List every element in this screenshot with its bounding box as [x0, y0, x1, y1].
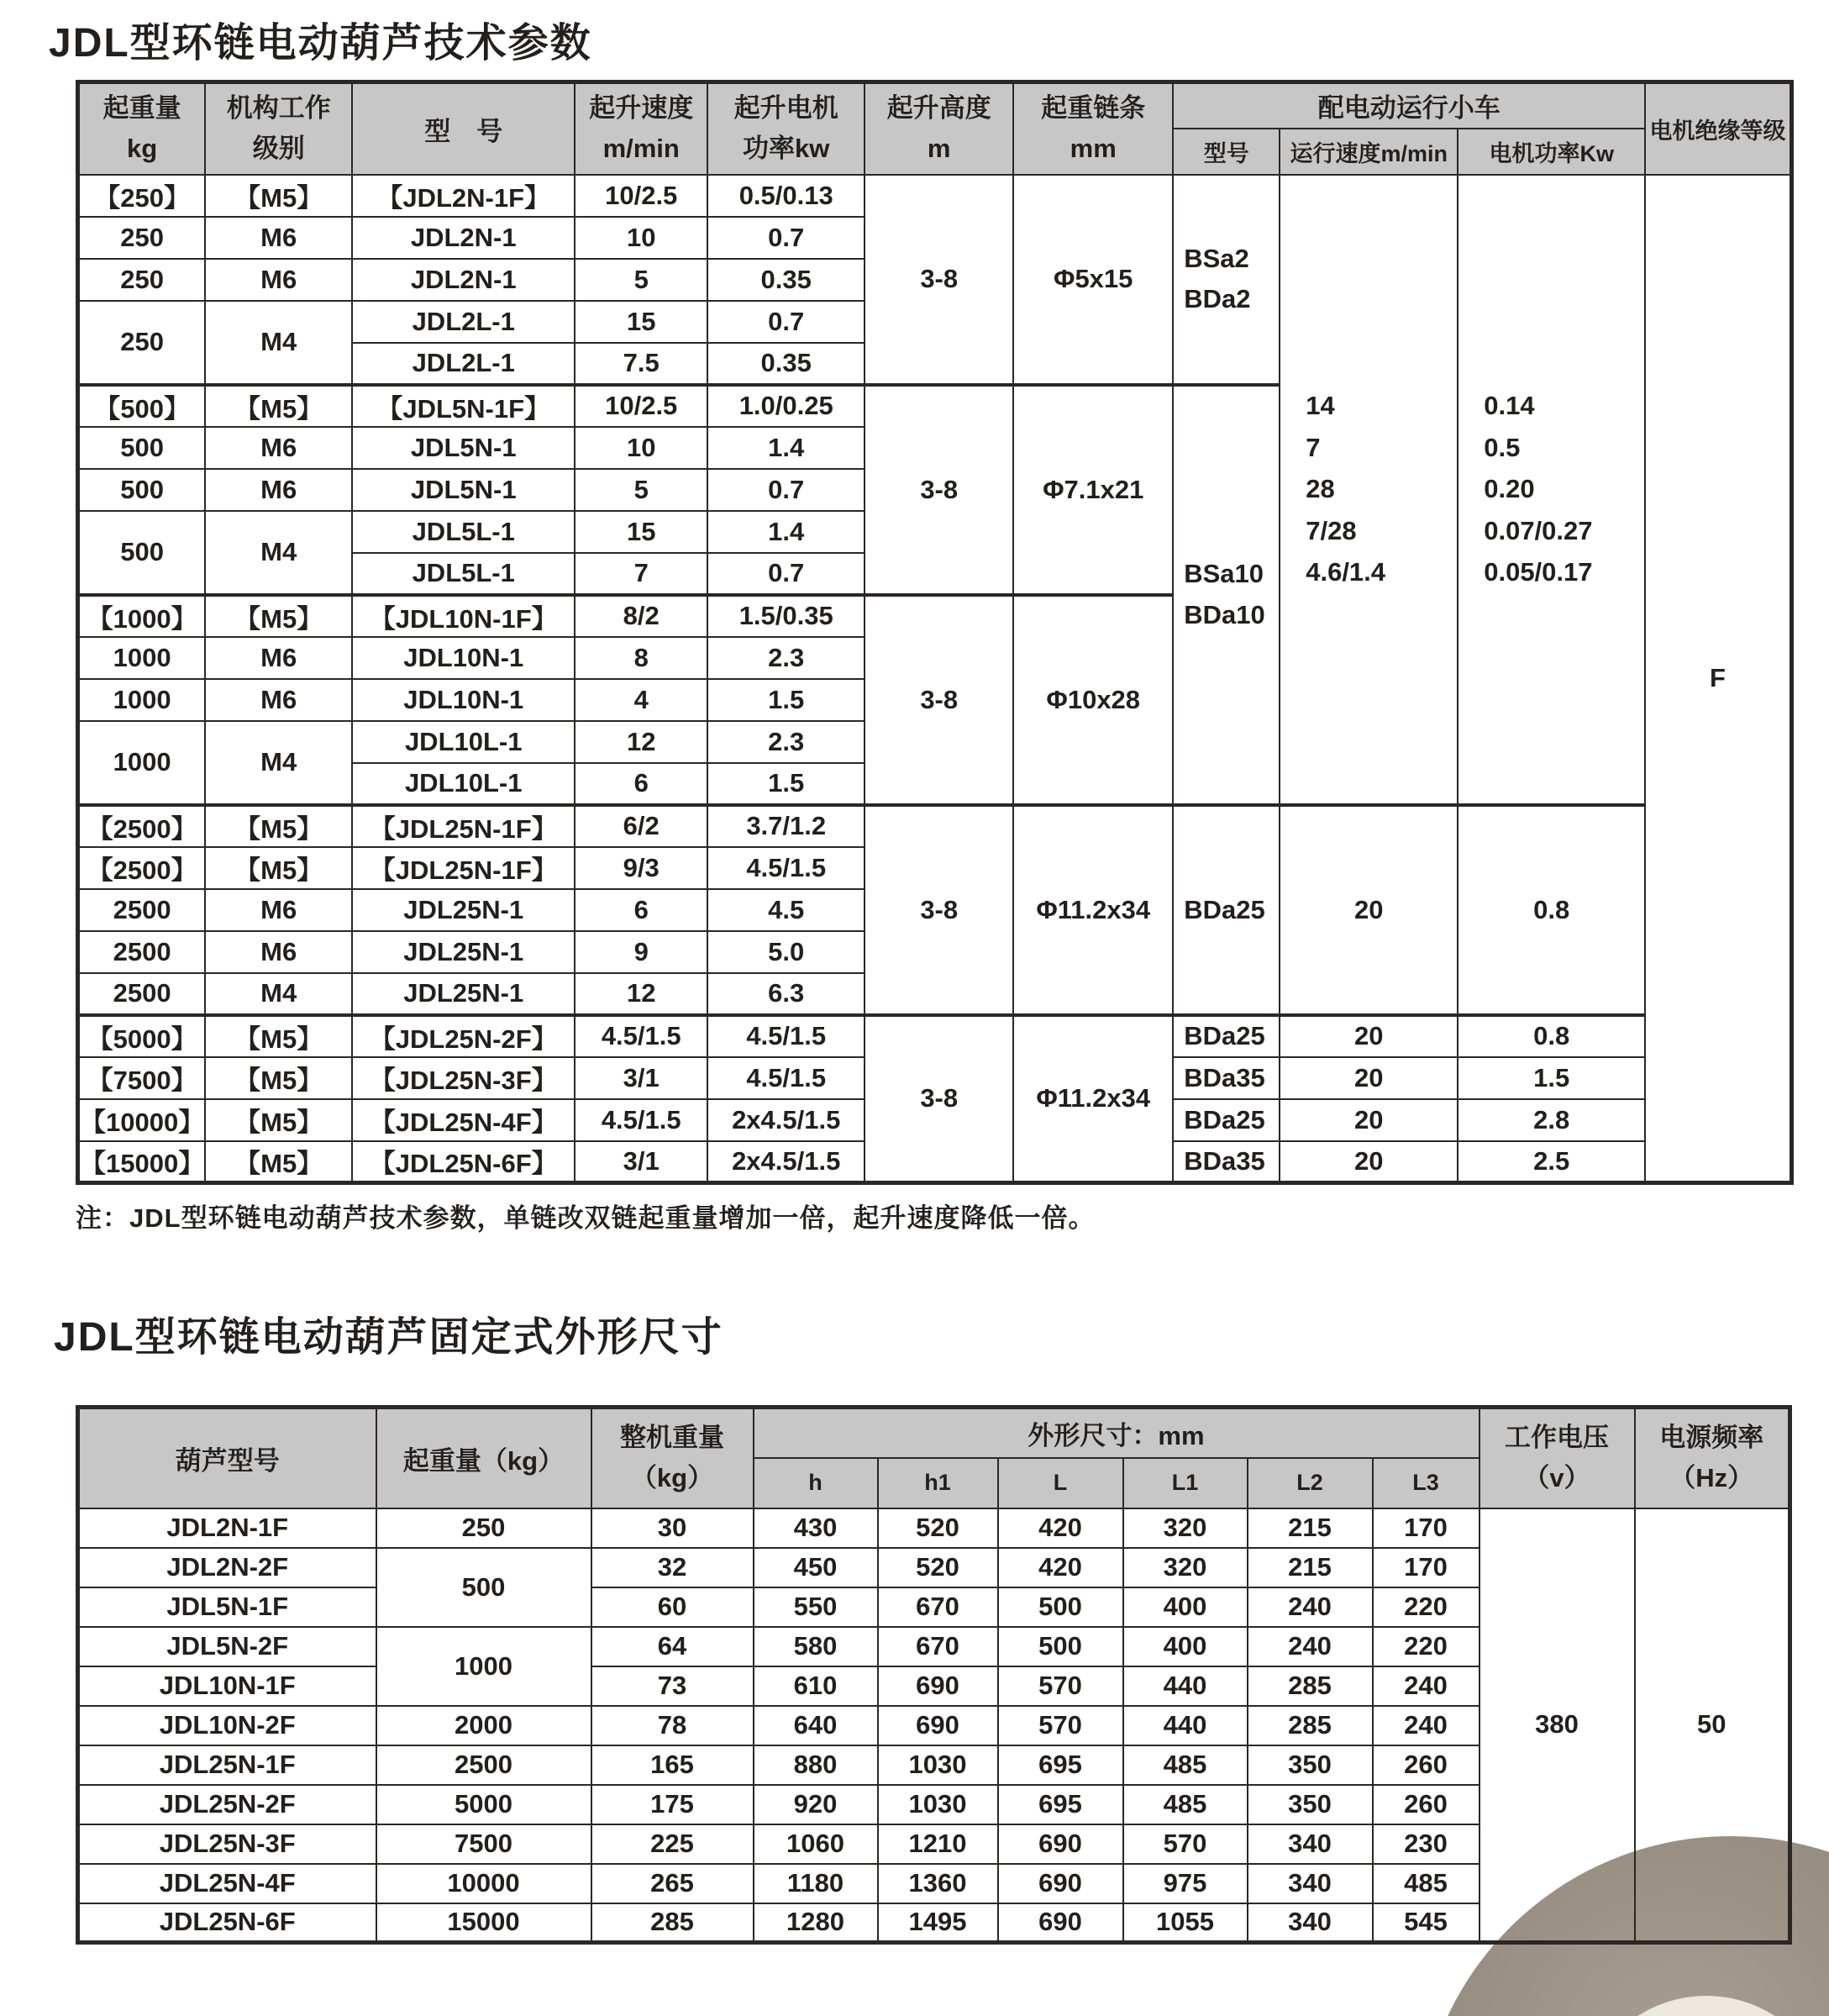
table2-cell: 2500	[376, 1745, 591, 1785]
table1-cell: 【JDL2N-1F】	[352, 175, 575, 217]
table1-cell: 500	[78, 511, 206, 595]
table2-cell: 975	[1123, 1864, 1248, 1903]
table1-cell: 3/1	[575, 1057, 707, 1099]
table1-cell: 0.7	[707, 553, 865, 595]
table2-cell: 60	[591, 1587, 754, 1627]
hoist-product-photo-hole	[1579, 1996, 1829, 2016]
table2-cell: 260	[1373, 1745, 1479, 1785]
table2-cell: 10000	[376, 1864, 591, 1903]
table1-cell: 4.5/1.5	[707, 1057, 865, 1099]
table2-cell: 570	[998, 1706, 1123, 1745]
table2-cell: JDL10N-2F	[78, 1706, 376, 1745]
table1-cell: JDL2N-1	[352, 217, 575, 259]
table1-cell: BDa35	[1173, 1057, 1280, 1099]
table2-cell: 1180	[754, 1864, 878, 1903]
table2-cell: JDL25N-1F	[78, 1745, 376, 1785]
table2-cell: 1030	[878, 1745, 998, 1785]
table1-cell: M4	[205, 301, 352, 385]
table1-cell: 0.35	[707, 343, 865, 385]
table1-cell: 4.5/1.5	[575, 1099, 707, 1141]
table2-cell: 350	[1248, 1785, 1373, 1824]
table2-cell: 170	[1373, 1508, 1479, 1548]
table1-cell: JDL25N-1	[352, 889, 575, 931]
table1-cell: 2.5	[1458, 1141, 1645, 1183]
table1-cell: 2x4.5/1.5	[707, 1141, 865, 1183]
table1-cell: 运行速度m/min	[1280, 129, 1458, 175]
table1-cell: 【JDL25N-3F】	[352, 1057, 575, 1099]
table1-cell: 10	[575, 217, 707, 259]
table1-cell: 2.3	[707, 721, 865, 763]
table1-cell: 【M5】	[205, 847, 352, 889]
table1-cell: 【250】	[78, 175, 206, 217]
table2-cell: 葫芦型号	[78, 1408, 376, 1508]
table1-cell: M6	[205, 679, 352, 721]
table2-cell: 整机重量 （kg）	[591, 1408, 754, 1508]
table2-cell: 610	[754, 1666, 878, 1706]
table2-cell: 1495	[878, 1903, 998, 1943]
table1-cell: 【2500】	[78, 805, 206, 847]
table2-cell: 880	[754, 1745, 878, 1785]
table1-cell: Φ10x28	[1013, 595, 1173, 805]
table1-cell: 10/2.5	[575, 385, 707, 427]
table1-cell: 【15000】	[78, 1141, 206, 1183]
table1-cell: 【M5】	[205, 385, 352, 427]
table1-cell: 9/3	[575, 847, 707, 889]
table2-cell: 520	[878, 1508, 998, 1548]
table2-cell: 500	[998, 1587, 1123, 1627]
table2-cell: 220	[1373, 1587, 1479, 1627]
table2-cell: 400	[1123, 1587, 1248, 1627]
table1-cell: 电机功率Kw	[1458, 129, 1645, 175]
table1-cell: 4.5/1.5	[575, 1015, 707, 1057]
table1-cell: Φ11.2x34	[1013, 805, 1173, 1015]
table2-cell: 400	[1123, 1627, 1248, 1666]
table2-cell: JDL25N-4F	[78, 1864, 376, 1903]
table2-header-row	[78, 1408, 1790, 1458]
table2-cell: 550	[754, 1587, 878, 1627]
table2-cell: 580	[754, 1627, 878, 1666]
table1-cell: 【M5】	[205, 595, 352, 637]
table2-cell: 380	[1479, 1508, 1635, 1943]
table2-cell: 73	[591, 1666, 754, 1706]
table1-cell: JDL2N-1	[352, 259, 575, 301]
table2-cell: 1055	[1123, 1903, 1248, 1943]
table2-cell: 440	[1123, 1666, 1248, 1706]
table1-cell: 20	[1280, 1099, 1458, 1141]
table1-cell: BSa2 BDa2	[1173, 175, 1280, 385]
table2-cell: 1030	[878, 1785, 998, 1824]
table2-cell: 640	[754, 1706, 878, 1745]
table1-cell: 4.5/1.5	[707, 847, 865, 889]
table1-cell: 10/2.5	[575, 175, 707, 217]
table2-cell: 165	[591, 1745, 754, 1785]
table1-cell: 3-8	[865, 805, 1013, 1015]
table2-cell: 240	[1248, 1587, 1373, 1627]
table1-cell: 【JDL25N-4F】	[352, 1099, 575, 1141]
table2-cell: 7500	[376, 1824, 591, 1864]
table2-cell: 2000	[376, 1706, 591, 1745]
table1-cell: 【10000】	[78, 1099, 206, 1141]
table1-cell: F	[1645, 175, 1791, 1183]
technical-parameters-table	[76, 80, 1794, 1185]
table2-cell: JDL25N-3F	[78, 1824, 376, 1864]
table2-title: JDL型环链电动葫芦固定式外形尺寸	[54, 1315, 723, 1360]
table2-cell: JDL25N-2F	[78, 1785, 376, 1824]
table1-cell: 1.5	[707, 679, 865, 721]
table2-cell: 电源频率 （Hz）	[1635, 1408, 1790, 1508]
table2-cell: 350	[1248, 1745, 1373, 1785]
table2-cell: 570	[998, 1666, 1123, 1706]
table2-cell: 78	[591, 1706, 754, 1745]
table2-cell: 570	[1123, 1824, 1248, 1864]
table1-cell: M4	[205, 721, 352, 805]
table1-row	[78, 805, 1792, 847]
table1-cell: BDa35	[1173, 1141, 1280, 1183]
table1-cell: 2500	[78, 889, 206, 931]
table2-cell: 285	[591, 1903, 754, 1943]
table1-cell: 1000	[78, 721, 206, 805]
table1-cell: Φ11.2x34	[1013, 1015, 1173, 1183]
table1-row	[78, 175, 1792, 217]
table2-cell: 215	[1248, 1548, 1373, 1587]
table2-cell: JDL10N-1F	[78, 1666, 376, 1706]
table2-cell: 5000	[376, 1785, 591, 1824]
table1-cell: Φ5x15	[1013, 175, 1173, 385]
table1-cell: JDL10L-1	[352, 763, 575, 805]
table2-cell: 430	[754, 1508, 878, 1548]
table2-cell: 285	[1248, 1706, 1373, 1745]
table1-cell: 250	[78, 217, 206, 259]
table1-cell: 14 7 28 7/28 4.6/1.4	[1280, 175, 1458, 805]
table2-cell: 15000	[376, 1903, 591, 1943]
table1-cell: 【JDL25N-6F】	[352, 1141, 575, 1183]
table1-cell: 500	[78, 469, 206, 511]
table1-cell: BDa25	[1173, 805, 1280, 1015]
table1-cell: 5	[575, 469, 707, 511]
table2-cell: JDL2N-2F	[78, 1548, 376, 1587]
table1-cell: 1.5/0.35	[707, 595, 865, 637]
table1-cell: 8	[575, 637, 707, 679]
table2-cell: 670	[878, 1627, 998, 1666]
table1-cell: 12	[575, 721, 707, 763]
table1-cell: 0.7	[707, 217, 865, 259]
table1-cell: 10	[575, 427, 707, 469]
table1-cell: 250	[78, 301, 206, 385]
table2-cell: 170	[1373, 1548, 1479, 1587]
table1-cell: 5.0	[707, 931, 865, 973]
table2-cell: h1	[878, 1458, 998, 1508]
table1-cell: 型号	[1173, 129, 1280, 175]
table1-cell: 0.7	[707, 301, 865, 343]
table1-cell: BSa10 BDa10	[1173, 385, 1280, 805]
table1-cell: JDL10L-1	[352, 721, 575, 763]
table1-cell: 机构工作 级别	[205, 82, 352, 175]
table2-cell: 440	[1123, 1706, 1248, 1745]
table2-cell: 240	[1373, 1666, 1479, 1706]
table2-cell: 690	[878, 1666, 998, 1706]
table1-cell: 20	[1280, 805, 1458, 1015]
table1-cell: M6	[205, 637, 352, 679]
table2-cell: 64	[591, 1627, 754, 1666]
table1-cell: BDa25	[1173, 1099, 1280, 1141]
table2-cell: 320	[1123, 1548, 1248, 1587]
table2-cell: L1	[1123, 1458, 1248, 1508]
footnote: 注：JDL型环链电动葫芦技术参数，单链改双链起重量增加一倍，起升速度降低一倍。	[76, 1203, 1096, 1233]
table2-cell: 450	[754, 1548, 878, 1587]
table2-cell: 外形尺寸：mm	[754, 1408, 1479, 1458]
table2-cell: 240	[1248, 1627, 1373, 1666]
table1-cell: 【M5】	[205, 1015, 352, 1057]
table1-cell: 【M5】	[205, 175, 352, 217]
table1-cell: 20	[1280, 1141, 1458, 1183]
table1-cell: 【JDL25N-1F】	[352, 805, 575, 847]
table1-cell: 起升电机 功率kw	[707, 82, 865, 175]
table1-cell: JDL5L-1	[352, 511, 575, 553]
table1-cell: 6	[575, 763, 707, 805]
table2-cell: 1210	[878, 1824, 998, 1864]
table1-cell: JDL5N-1	[352, 469, 575, 511]
table1-cell: 4.5	[707, 889, 865, 931]
table1-cell: 1000	[78, 637, 206, 679]
table2-cell: JDL25N-6F	[78, 1903, 376, 1943]
table2-cell: 1060	[754, 1824, 878, 1864]
table1-cell: 1.4	[707, 427, 865, 469]
table2-cell: 50	[1635, 1508, 1790, 1943]
table1-cell: JDL5L-1	[352, 553, 575, 595]
table1-cell: 起升速度 m/min	[575, 82, 707, 175]
table1-cell: 【M5】	[205, 1099, 352, 1141]
table2-cell: JDL5N-2F	[78, 1627, 376, 1666]
table1-cell: 【JDL5N-1F】	[352, 385, 575, 427]
table1-cell: M4	[205, 511, 352, 595]
table1-cell: 【500】	[78, 385, 206, 427]
table2-cell: 690	[998, 1824, 1123, 1864]
table1-cell: 0.35	[707, 259, 865, 301]
table1-cell: JDL25N-1	[352, 931, 575, 973]
table1-cell: 2.8	[1458, 1099, 1645, 1141]
table1-cell: 【M5】	[205, 805, 352, 847]
table1-cell: 6	[575, 889, 707, 931]
table1-cell: 0.7	[707, 469, 865, 511]
table2-cell: JDL2N-1F	[78, 1508, 376, 1548]
table1-cell: 0.8	[1458, 805, 1645, 1015]
table2-cell: L2	[1248, 1458, 1373, 1508]
table1-cell: 15	[575, 301, 707, 343]
table1-cell: 1.5	[1458, 1057, 1645, 1099]
table1-cell: 3/1	[575, 1141, 707, 1183]
table1-cell: 5	[575, 259, 707, 301]
table1-cell: 3.7/1.2	[707, 805, 865, 847]
table2-cell: 30	[591, 1508, 754, 1548]
table1-cell: 电机绝缘等级	[1645, 82, 1791, 175]
table2-cell: 285	[1248, 1666, 1373, 1706]
table2-cell: 340	[1248, 1903, 1373, 1943]
table2-cell: h	[754, 1458, 878, 1508]
table2-cell: 340	[1248, 1824, 1373, 1864]
table1-cell: 【M5】	[205, 1057, 352, 1099]
table2-cell: 230	[1373, 1824, 1479, 1864]
table1-cell: JDL10N-1	[352, 679, 575, 721]
table1-cell: M6	[205, 889, 352, 931]
table2-cell: 220	[1373, 1627, 1479, 1666]
table2-cell: 250	[376, 1508, 591, 1548]
table1-header-row	[78, 82, 1792, 129]
table1-row	[78, 1015, 1792, 1057]
table2-cell: 695	[998, 1785, 1123, 1824]
table1-cell: 【1000】	[78, 595, 206, 637]
table1-cell: 【2500】	[78, 847, 206, 889]
dimensions-table	[76, 1405, 1792, 1945]
table2-cell: 545	[1373, 1903, 1479, 1943]
table2-cell: 485	[1123, 1785, 1248, 1824]
table1-cell: 【JDL25N-2F】	[352, 1015, 575, 1057]
table1-cell: M6	[205, 931, 352, 973]
table2-cell: L3	[1373, 1458, 1479, 1508]
table1-cell: 4.5/1.5	[707, 1015, 865, 1057]
table2-cell: 240	[1373, 1706, 1479, 1745]
table1-cell: 2x4.5/1.5	[707, 1099, 865, 1141]
table1-cell: 1.4	[707, 511, 865, 553]
table1-cell: M4	[205, 973, 352, 1015]
table1-cell: M6	[205, 217, 352, 259]
table1-cell: 1000	[78, 679, 206, 721]
table1-cell: M6	[205, 259, 352, 301]
table1-cell: 3-8	[865, 385, 1013, 595]
table2-cell: 920	[754, 1785, 878, 1824]
table2-cell: 1360	[878, 1864, 998, 1903]
table1-cell: M6	[205, 469, 352, 511]
table2-cell: 500	[376, 1548, 591, 1627]
table1-cell: 8/2	[575, 595, 707, 637]
table2-cell: 695	[998, 1745, 1123, 1785]
table1-cell: 2500	[78, 931, 206, 973]
table2-cell: 520	[878, 1548, 998, 1587]
table1-cell: 6/2	[575, 805, 707, 847]
table1-cell: JDL10N-1	[352, 637, 575, 679]
table1-cell: 3-8	[865, 595, 1013, 805]
table2-cell: 670	[878, 1587, 998, 1627]
table1-cell: 250	[78, 259, 206, 301]
table1-cell: 0.5/0.13	[707, 175, 865, 217]
table2-row	[78, 1508, 1790, 1548]
table1-cell: 2500	[78, 973, 206, 1015]
table2-cell: 420	[998, 1508, 1123, 1548]
table1-cell: 4	[575, 679, 707, 721]
table1-cell: 起升高度 m	[865, 82, 1013, 175]
table1-title: JDL型环链电动葫芦技术参数	[49, 21, 592, 66]
table1-cell: 配电动运行小车	[1173, 82, 1645, 129]
table1-cell: 1.0/0.25	[707, 385, 865, 427]
table2-cell: 175	[591, 1785, 754, 1824]
table2-cell: 1000	[376, 1627, 591, 1706]
table1-cell: 1.5	[707, 763, 865, 805]
table1-cell: 起重量 kg	[78, 82, 206, 175]
table1-cell: 0.14 0.5 0.20 0.07/0.27 0.05/0.17	[1458, 175, 1645, 805]
table2-cell: 225	[591, 1824, 754, 1864]
table1-cell: M6	[205, 427, 352, 469]
table2-cell: 690	[878, 1706, 998, 1745]
table1-cell: 【5000】	[78, 1015, 206, 1057]
table1-cell: 500	[78, 427, 206, 469]
table1-cell: 3-8	[865, 175, 1013, 385]
table2-cell: 500	[998, 1627, 1123, 1666]
table1-cell: BDa25	[1173, 1015, 1280, 1057]
table1-cell: 12	[575, 973, 707, 1015]
table2-cell: 215	[1248, 1508, 1373, 1548]
table1-cell: JDL5N-1	[352, 427, 575, 469]
table1-cell: 15	[575, 511, 707, 553]
table2-cell: 690	[998, 1903, 1123, 1943]
table2-cell: 485	[1123, 1745, 1248, 1785]
table1-cell: JDL25N-1	[352, 973, 575, 1015]
table1-cell: 【JDL10N-1F】	[352, 595, 575, 637]
table2-cell: 工作电压 （v）	[1479, 1408, 1635, 1508]
table1-cell: JDL2L-1	[352, 343, 575, 385]
table2-cell: 起重量（kg）	[376, 1408, 591, 1508]
table1-cell: 7	[575, 553, 707, 595]
table1-cell: 7.5	[575, 343, 707, 385]
table2-cell: JDL5N-1F	[78, 1587, 376, 1627]
table1-cell: 9	[575, 931, 707, 973]
table1-cell: 起重链条 mm	[1013, 82, 1173, 175]
table2-cell: 420	[998, 1548, 1123, 1587]
table1-cell: 【M5】	[205, 1141, 352, 1183]
table1-cell: 6.3	[707, 973, 865, 1015]
table1-cell: 20	[1280, 1015, 1458, 1057]
table2-cell: 690	[998, 1864, 1123, 1903]
table2-cell: 320	[1123, 1508, 1248, 1548]
table1-cell: 2.3	[707, 637, 865, 679]
table2-cell: L	[998, 1458, 1123, 1508]
table2-cell: 340	[1248, 1864, 1373, 1903]
table1-cell: JDL2L-1	[352, 301, 575, 343]
table1-cell: 型 号	[352, 82, 575, 175]
table1-cell: 0.8	[1458, 1015, 1645, 1057]
table1-cell: 【JDL25N-1F】	[352, 847, 575, 889]
table1-cell: 20	[1280, 1057, 1458, 1099]
table1-cell: 【7500】	[78, 1057, 206, 1099]
table2-cell: 265	[591, 1864, 754, 1903]
table2-cell: 1280	[754, 1903, 878, 1943]
table1-cell: 3-8	[865, 1015, 1013, 1183]
table2-cell: 485	[1373, 1864, 1479, 1903]
table2-cell: 260	[1373, 1785, 1479, 1824]
table2-cell: 32	[591, 1548, 754, 1587]
table1-cell: Φ7.1x21	[1013, 385, 1173, 595]
